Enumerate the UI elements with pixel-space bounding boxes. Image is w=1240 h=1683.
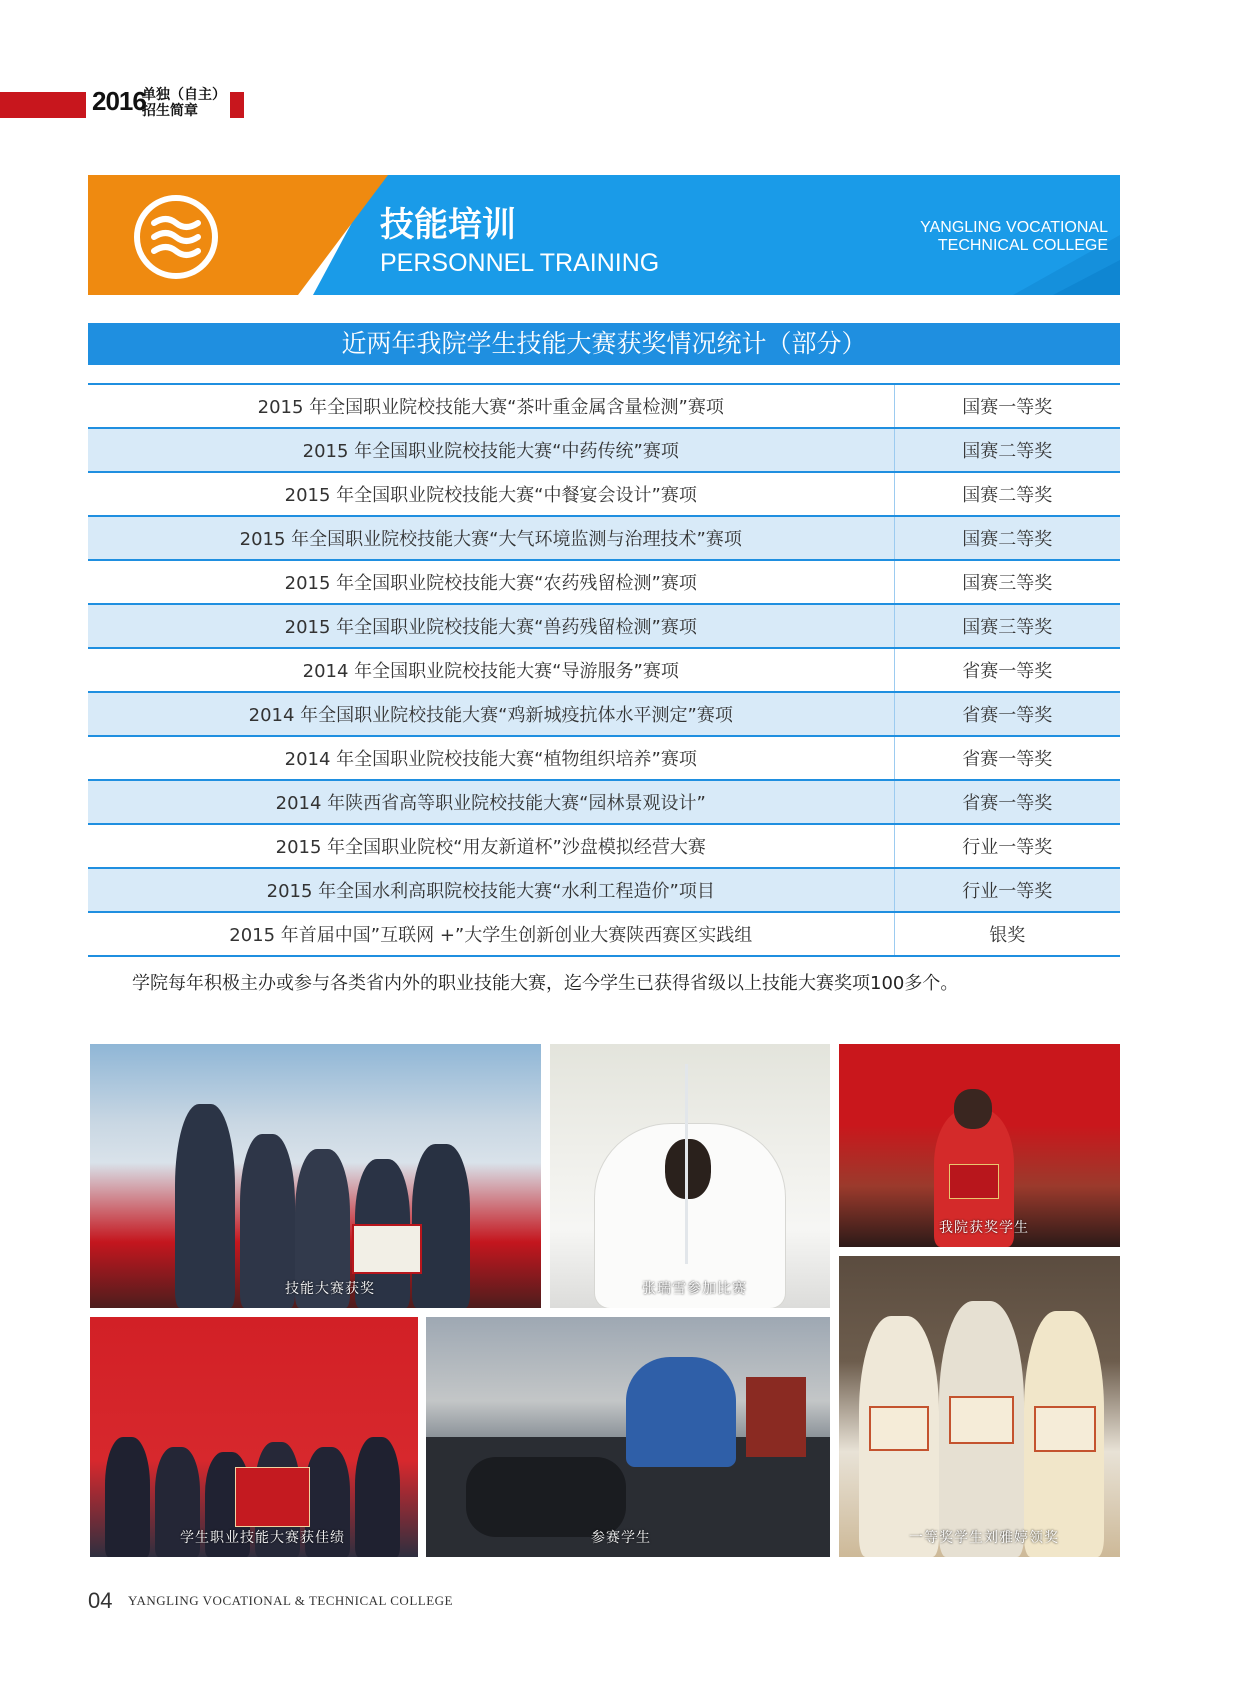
award-prize: 省赛一等奖 [894, 692, 1120, 736]
table-row [88, 780, 1120, 824]
award-event: 2014 年陕西省高等职业院校技能大赛“园林景观设计” [88, 780, 894, 824]
award-prize: 国赛二等奖 [894, 428, 1120, 472]
award-prize: 省赛一等奖 [894, 648, 1120, 692]
table-row [88, 912, 1120, 956]
college-logo-icon [134, 195, 218, 279]
photo-ecommerce-final [90, 1317, 418, 1557]
award-prize: 国赛二等奖 [894, 472, 1120, 516]
award-prize: 国赛一等奖 [894, 384, 1120, 428]
table-row [88, 472, 1120, 516]
header-line2: 招生简章 [142, 103, 198, 119]
table-row [88, 516, 1120, 560]
header-line1: 单独（自主） [142, 87, 226, 103]
award-prize: 省赛一等奖 [894, 780, 1120, 824]
table-row [88, 736, 1120, 780]
award-event: 2015 年全国职业院校技能大赛“茶叶重金属含量检测”赛项 [88, 384, 894, 428]
page-number: 04 [88, 1588, 113, 1613]
banner-college-line1: YANGLING VOCATIONAL [920, 219, 1108, 236]
award-prize: 国赛二等奖 [894, 516, 1120, 560]
awards-table [88, 383, 1120, 957]
award-prize: 银奖 [894, 912, 1120, 956]
banner-title-cn: 技能培训 [380, 205, 516, 245]
photo-first-prize [839, 1256, 1120, 1557]
award-event: 2014 年全国职业院校技能大赛“导游服务”赛项 [88, 648, 894, 692]
table-row [88, 692, 1120, 736]
header-year: 2016 [92, 86, 146, 116]
footer-college-name: YANGLING VOCATIONAL & TECHNICAL COLLEGE [128, 1593, 453, 1608]
award-prize: 国赛三等奖 [894, 604, 1120, 648]
table-row [88, 560, 1120, 604]
award-prize: 省赛一等奖 [894, 736, 1120, 780]
award-event: 2015 年全国职业院校技能大赛“中餐宴会设计”赛项 [88, 472, 894, 516]
summary-text: 学院每年积极主办或参与各类省内外的职业技能大赛，迄今学生已获得省级以上技能大赛奖项100多个。 [132, 973, 959, 994]
award-event: 2015 年全国职业院校技能大赛“中药传统”赛项 [88, 428, 894, 472]
photo-caption: 张瑞雪参加比赛 [642, 1281, 747, 1297]
photo-winning-student [839, 1044, 1120, 1247]
header-red-mark [230, 92, 244, 118]
table-row [88, 604, 1120, 648]
table-row [88, 824, 1120, 868]
award-event: 2015 年全国职业院校“用友新道杯”沙盘模拟经营大赛 [88, 824, 894, 868]
awards-table-title: 近两年我院学生技能大赛获奖情况统计（部分） [88, 323, 1120, 365]
award-prize: 行业一等奖 [894, 868, 1120, 912]
award-event: 2014 年全国职业院校技能大赛“鸡新城疫抗体水平测定”赛项 [88, 692, 894, 736]
award-prize: 行业一等奖 [894, 824, 1120, 868]
award-event: 2015 年全国水利高职院校技能大赛“水利工程造价”项目 [88, 868, 894, 912]
photo-caption: 参赛学生 [591, 1530, 651, 1546]
award-event: 2015 年全国职业院校技能大赛“兽药残留检测”赛项 [88, 604, 894, 648]
header-red-bar [0, 92, 86, 118]
award-event: 2014 年全国职业院校技能大赛“植物组织培养”赛项 [88, 736, 894, 780]
award-event: 2015 年首届中国”互联网 +”大学生创新创业大赛陕西赛区实践组 [88, 912, 894, 956]
banner-title-en: PERSONNEL TRAINING [380, 249, 660, 277]
award-event: 2015 年全国职业院校技能大赛“大气环境监测与治理技术”赛项 [88, 516, 894, 560]
award-prize: 国赛三等奖 [894, 560, 1120, 604]
table-row [88, 648, 1120, 692]
table-row [88, 868, 1120, 912]
section-banner [88, 175, 1120, 295]
banner-college-name [920, 219, 1108, 255]
banner-college-line2: TECHNICAL COLLEGE [937, 237, 1108, 254]
photo-caption: 学生职业技能大赛获佳绩 [180, 1530, 345, 1546]
award-event: 2015 年全国职业院校技能大赛“农药残留检测”赛项 [88, 560, 894, 604]
photo-car-maintenance [426, 1317, 830, 1557]
photo-caption: 我院获奖学生 [939, 1220, 1029, 1236]
photo-award-team [90, 1044, 541, 1308]
photo-lab-student [550, 1044, 830, 1308]
photo-caption: 一等奖学生刘雅婷领奖 [909, 1530, 1059, 1546]
table-row [88, 428, 1120, 472]
photo-caption: 技能大赛获奖 [285, 1281, 375, 1297]
table-row [88, 384, 1120, 428]
